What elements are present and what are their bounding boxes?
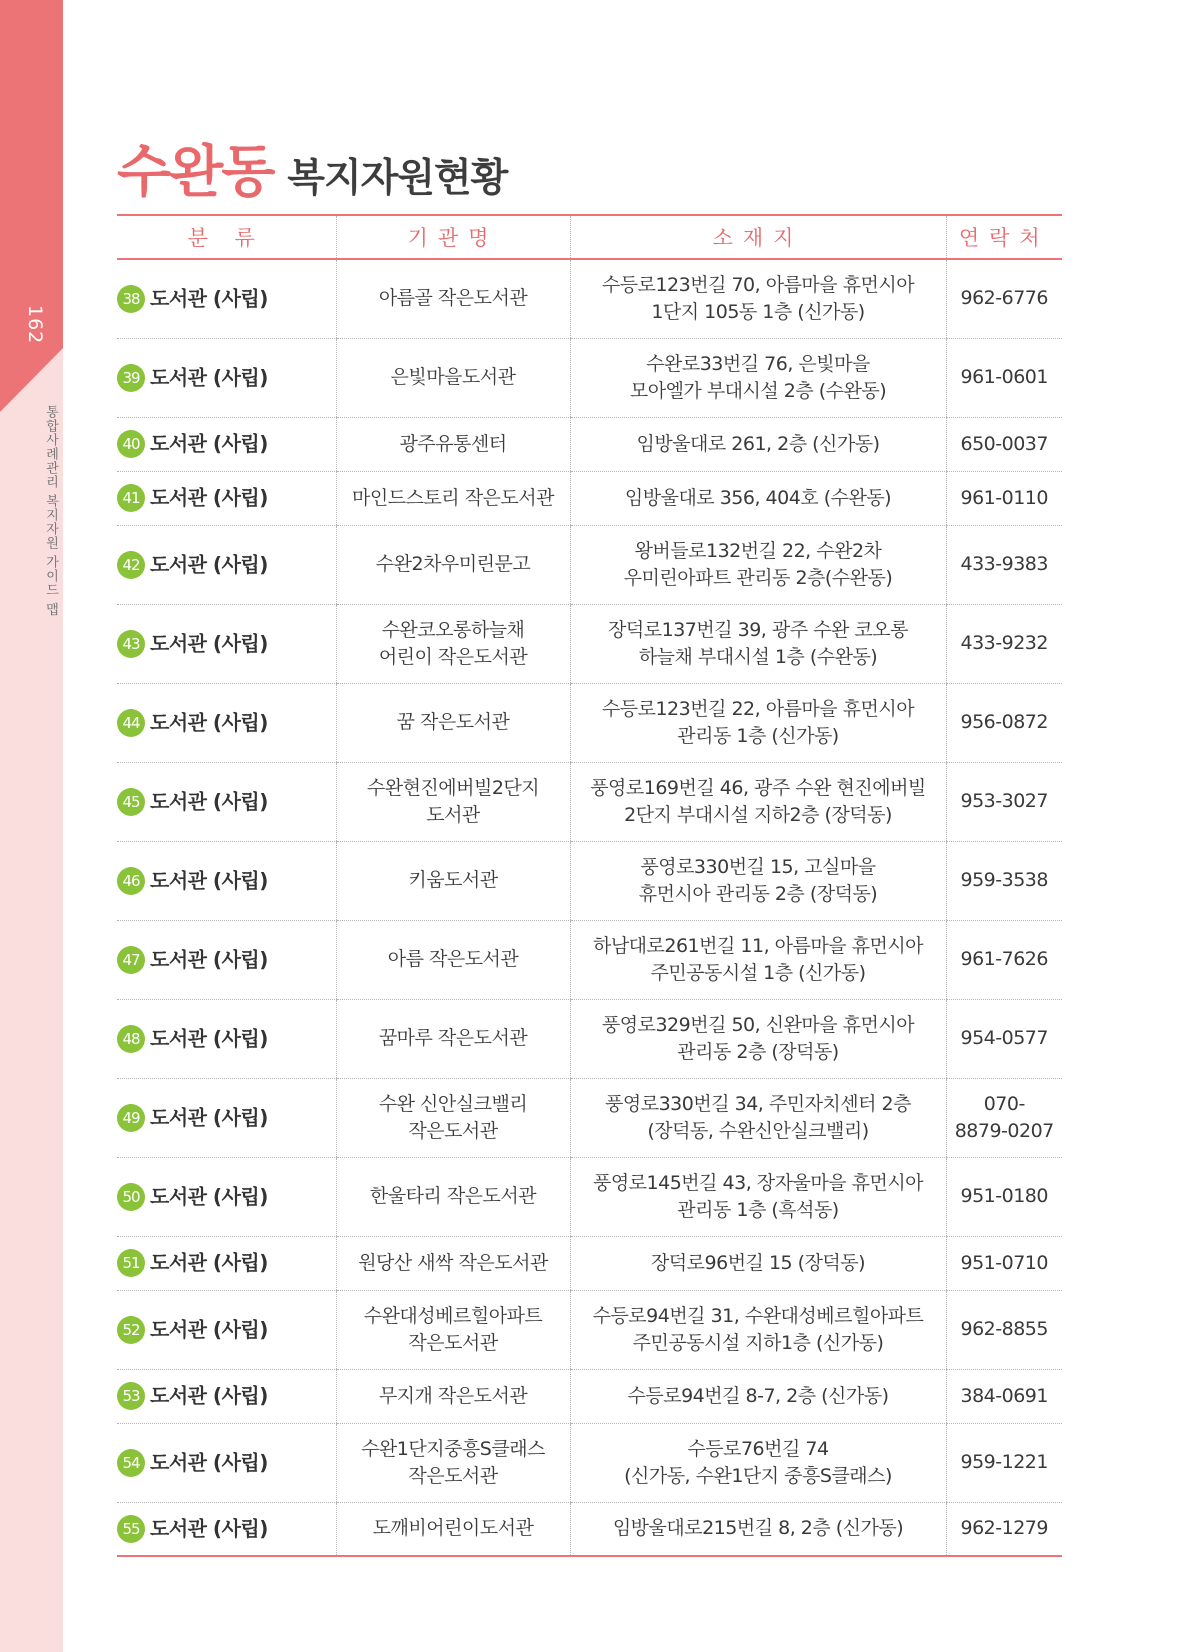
- cell-phone: 650-0037: [946, 417, 1062, 471]
- row-number-badge: 45: [117, 788, 145, 816]
- cell-name: 수완코오롱하늘채 어린이 작은도서관: [336, 604, 570, 683]
- cell-address: 수등로123번길 70, 아름마을 휴먼시아 1단지 105동 1층 (신가동): [570, 259, 946, 338]
- cell-address: 풍영로145번길 43, 장자울마을 휴먼시아 관리동 1층 (흑석동): [570, 1157, 946, 1236]
- cell-address: 임방울대로 261, 2층 (신가동): [570, 417, 946, 471]
- category-label: 도서관 (사립): [150, 552, 268, 576]
- row-number-badge: 49: [117, 1104, 145, 1132]
- cell-name: 은빛마을도서관: [336, 338, 570, 417]
- cell-phone: 433-9383: [946, 525, 1062, 604]
- cell-address: 풍영로329번길 50, 신완마을 휴먼시아 관리동 2층 (장덕동): [570, 999, 946, 1078]
- table-row: [117, 1157, 1062, 1236]
- title-main: 수완동: [117, 140, 274, 205]
- category-label: 도서관 (사립): [150, 631, 268, 655]
- cell-phone: 433-9232: [946, 604, 1062, 683]
- cell-category: [117, 1502, 336, 1556]
- table-row: [117, 1290, 1062, 1369]
- table-row: [117, 1236, 1062, 1290]
- table-row: [117, 471, 1062, 525]
- row-number-badge: 40: [117, 430, 145, 458]
- cell-name: 수완2차우미린문고: [336, 525, 570, 604]
- category-label: 도서관 (사립): [150, 431, 268, 456]
- cell-category: [117, 604, 336, 683]
- cell-category: [117, 1369, 336, 1423]
- cell-address: 장덕로137번길 39, 광주 수완 코오롱 하늘채 부대시설 1층 (수완동): [570, 604, 946, 683]
- table-row: [117, 1369, 1062, 1423]
- cell-phone: 959-1221: [946, 1423, 1062, 1502]
- header-category: 분 류: [117, 215, 336, 259]
- cell-address: 임방울대로 356, 404호 (수완동): [570, 471, 946, 525]
- cell-phone: 962-8855: [946, 1290, 1062, 1369]
- category-label: 도서관 (사립): [150, 1450, 268, 1474]
- page-title: [117, 128, 507, 208]
- cell-category: [117, 1078, 336, 1157]
- cell-address: 풍영로330번길 34, 주민자치센터 2층 (장덕동, 수완신안실크밸리): [570, 1078, 946, 1157]
- header-name: 기관명: [336, 215, 570, 259]
- cell-address: 임방울대로215번길 8, 2층 (신가동): [570, 1502, 946, 1556]
- header-phone: 연락처: [946, 215, 1062, 259]
- cell-address: 수등로123번길 22, 아름마을 휴먼시아 관리동 1층 (신가동): [570, 683, 946, 762]
- category-label: 도서관 (사립): [150, 1184, 268, 1208]
- cell-name: 수완대성베르힐아파트 작은도서관: [336, 1290, 570, 1369]
- cell-address: 풍영로169번길 46, 광주 수완 현진에버빌 2단지 부대시설 지하2층 (장덕동): [570, 762, 946, 841]
- cell-phone: 070- 8879-0207: [946, 1078, 1062, 1157]
- table-row: [117, 1423, 1062, 1502]
- cell-address: 왕버들로132번길 22, 수완2차 우미린아파트 관리동 2층(수완동): [570, 525, 946, 604]
- cell-category: [117, 417, 336, 471]
- row-number-badge: 46: [117, 867, 145, 895]
- cell-name: 꿈마루 작은도서관: [336, 999, 570, 1078]
- table-row: [117, 259, 1062, 338]
- category-label: 도서관 (사립): [150, 789, 268, 813]
- page-number: 162: [24, 305, 46, 345]
- table-row: [117, 338, 1062, 417]
- row-number-badge: 53: [117, 1382, 145, 1410]
- cell-name: 수완1단지중흥S클래스 작은도서관: [336, 1423, 570, 1502]
- row-number-badge: 51: [117, 1249, 145, 1277]
- cell-category: [117, 999, 336, 1078]
- cell-category: [117, 471, 336, 525]
- table-row: [117, 604, 1062, 683]
- cell-category: [117, 1290, 336, 1369]
- table-row: [117, 841, 1062, 920]
- cell-phone: 951-0180: [946, 1157, 1062, 1236]
- cell-category: [117, 259, 336, 338]
- table-row: [117, 525, 1062, 604]
- guide-title: 통합사례관리 복지자원 가이드 맵: [43, 405, 58, 617]
- row-number-badge: 39: [117, 364, 145, 392]
- row-number-badge: 42: [117, 551, 145, 579]
- cell-phone: 954-0577: [946, 999, 1062, 1078]
- category-label: 도서관 (사립): [150, 1317, 268, 1341]
- cell-phone: 961-0601: [946, 338, 1062, 417]
- cell-category: [117, 525, 336, 604]
- row-number-badge: 54: [117, 1449, 145, 1477]
- row-number-badge: 50: [117, 1183, 145, 1211]
- cell-address: 하남대로261번길 11, 아름마을 휴먼시아 주민공동시설 1층 (신가동): [570, 920, 946, 999]
- cell-phone: 961-7626: [946, 920, 1062, 999]
- cell-phone: 384-0691: [946, 1369, 1062, 1423]
- table-row: [117, 999, 1062, 1078]
- cell-phone: 956-0872: [946, 683, 1062, 762]
- row-number-badge: 48: [117, 1025, 145, 1053]
- row-number-badge: 52: [117, 1316, 145, 1344]
- cell-name: 무지개 작은도서관: [336, 1369, 570, 1423]
- row-number-badge: 38: [117, 285, 145, 313]
- cell-address: 수등로94번길 8-7, 2층 (신가동): [570, 1369, 946, 1423]
- category-label: 도서관 (사립): [150, 1105, 268, 1129]
- cell-category: [117, 762, 336, 841]
- row-number-badge: 43: [117, 630, 145, 658]
- row-number-badge: 47: [117, 946, 145, 974]
- table-row: [117, 762, 1062, 841]
- cell-category: [117, 1236, 336, 1290]
- table-header-row: [117, 215, 1062, 259]
- category-label: 도서관 (사립): [150, 286, 268, 311]
- cell-address: 수등로76번길 74 (신가동, 수완1단지 중흥S클래스): [570, 1423, 946, 1502]
- table-row: [117, 1078, 1062, 1157]
- category-label: 도서관 (사립): [150, 1383, 268, 1408]
- cell-name: 꿈 작은도서관: [336, 683, 570, 762]
- table-row: [117, 417, 1062, 471]
- resource-table: [117, 214, 1062, 1557]
- cell-address: 장덕로96번길 15 (장덕동): [570, 1236, 946, 1290]
- cell-phone: 962-6776: [946, 259, 1062, 338]
- cell-category: [117, 338, 336, 417]
- cell-name: 원당산 새싹 작은도서관: [336, 1236, 570, 1290]
- table-row: [117, 1502, 1062, 1556]
- cell-phone: 951-0710: [946, 1236, 1062, 1290]
- cell-category: [117, 920, 336, 999]
- cell-name: 키움도서관: [336, 841, 570, 920]
- cell-name: 아름골 작은도서관: [336, 259, 570, 338]
- row-number-badge: 41: [117, 484, 145, 512]
- cell-name: 마인드스토리 작은도서관: [336, 471, 570, 525]
- cell-phone: 962-1279: [946, 1502, 1062, 1556]
- cell-category: [117, 841, 336, 920]
- cell-name: 수완 신안실크밸리 작은도서관: [336, 1078, 570, 1157]
- table-row: [117, 920, 1062, 999]
- cell-address: 풍영로330번길 15, 고실마을 휴먼시아 관리동 2층 (장덕동): [570, 841, 946, 920]
- cell-phone: 959-3538: [946, 841, 1062, 920]
- category-label: 도서관 (사립): [150, 947, 268, 971]
- cell-name: 수완현진에버빌2단지 도서관: [336, 762, 570, 841]
- title-sub: 복지자원현황: [287, 156, 508, 201]
- header-address: 소재지: [570, 215, 946, 259]
- cell-category: [117, 683, 336, 762]
- category-label: 도서관 (사립): [150, 710, 268, 734]
- cell-category: [117, 1423, 336, 1502]
- cell-category: [117, 1157, 336, 1236]
- category-label: 도서관 (사립): [150, 365, 268, 389]
- row-number-badge: 55: [117, 1515, 145, 1543]
- table-row: [117, 683, 1062, 762]
- cell-name: 도깨비어린이도서관: [336, 1502, 570, 1556]
- category-label: 도서관 (사립): [150, 1026, 268, 1050]
- cell-name: 아름 작은도서관: [336, 920, 570, 999]
- cell-phone: 953-3027: [946, 762, 1062, 841]
- category-label: 도서관 (사립): [150, 485, 268, 510]
- cell-phone: 961-0110: [946, 471, 1062, 525]
- row-number-badge: 44: [117, 709, 145, 737]
- category-label: 도서관 (사립): [150, 1250, 268, 1275]
- category-label: 도서관 (사립): [150, 868, 268, 892]
- cell-address: 수완로33번길 76, 은빛마을 모아엘가 부대시설 2층 (수완동): [570, 338, 946, 417]
- cell-name: 한울타리 작은도서관: [336, 1157, 570, 1236]
- category-label: 도서관 (사립): [150, 1516, 268, 1541]
- cell-name: 광주유통센터: [336, 417, 570, 471]
- cell-address: 수등로94번길 31, 수완대성베르힐아파트 주민공동시설 지하1층 (신가동): [570, 1290, 946, 1369]
